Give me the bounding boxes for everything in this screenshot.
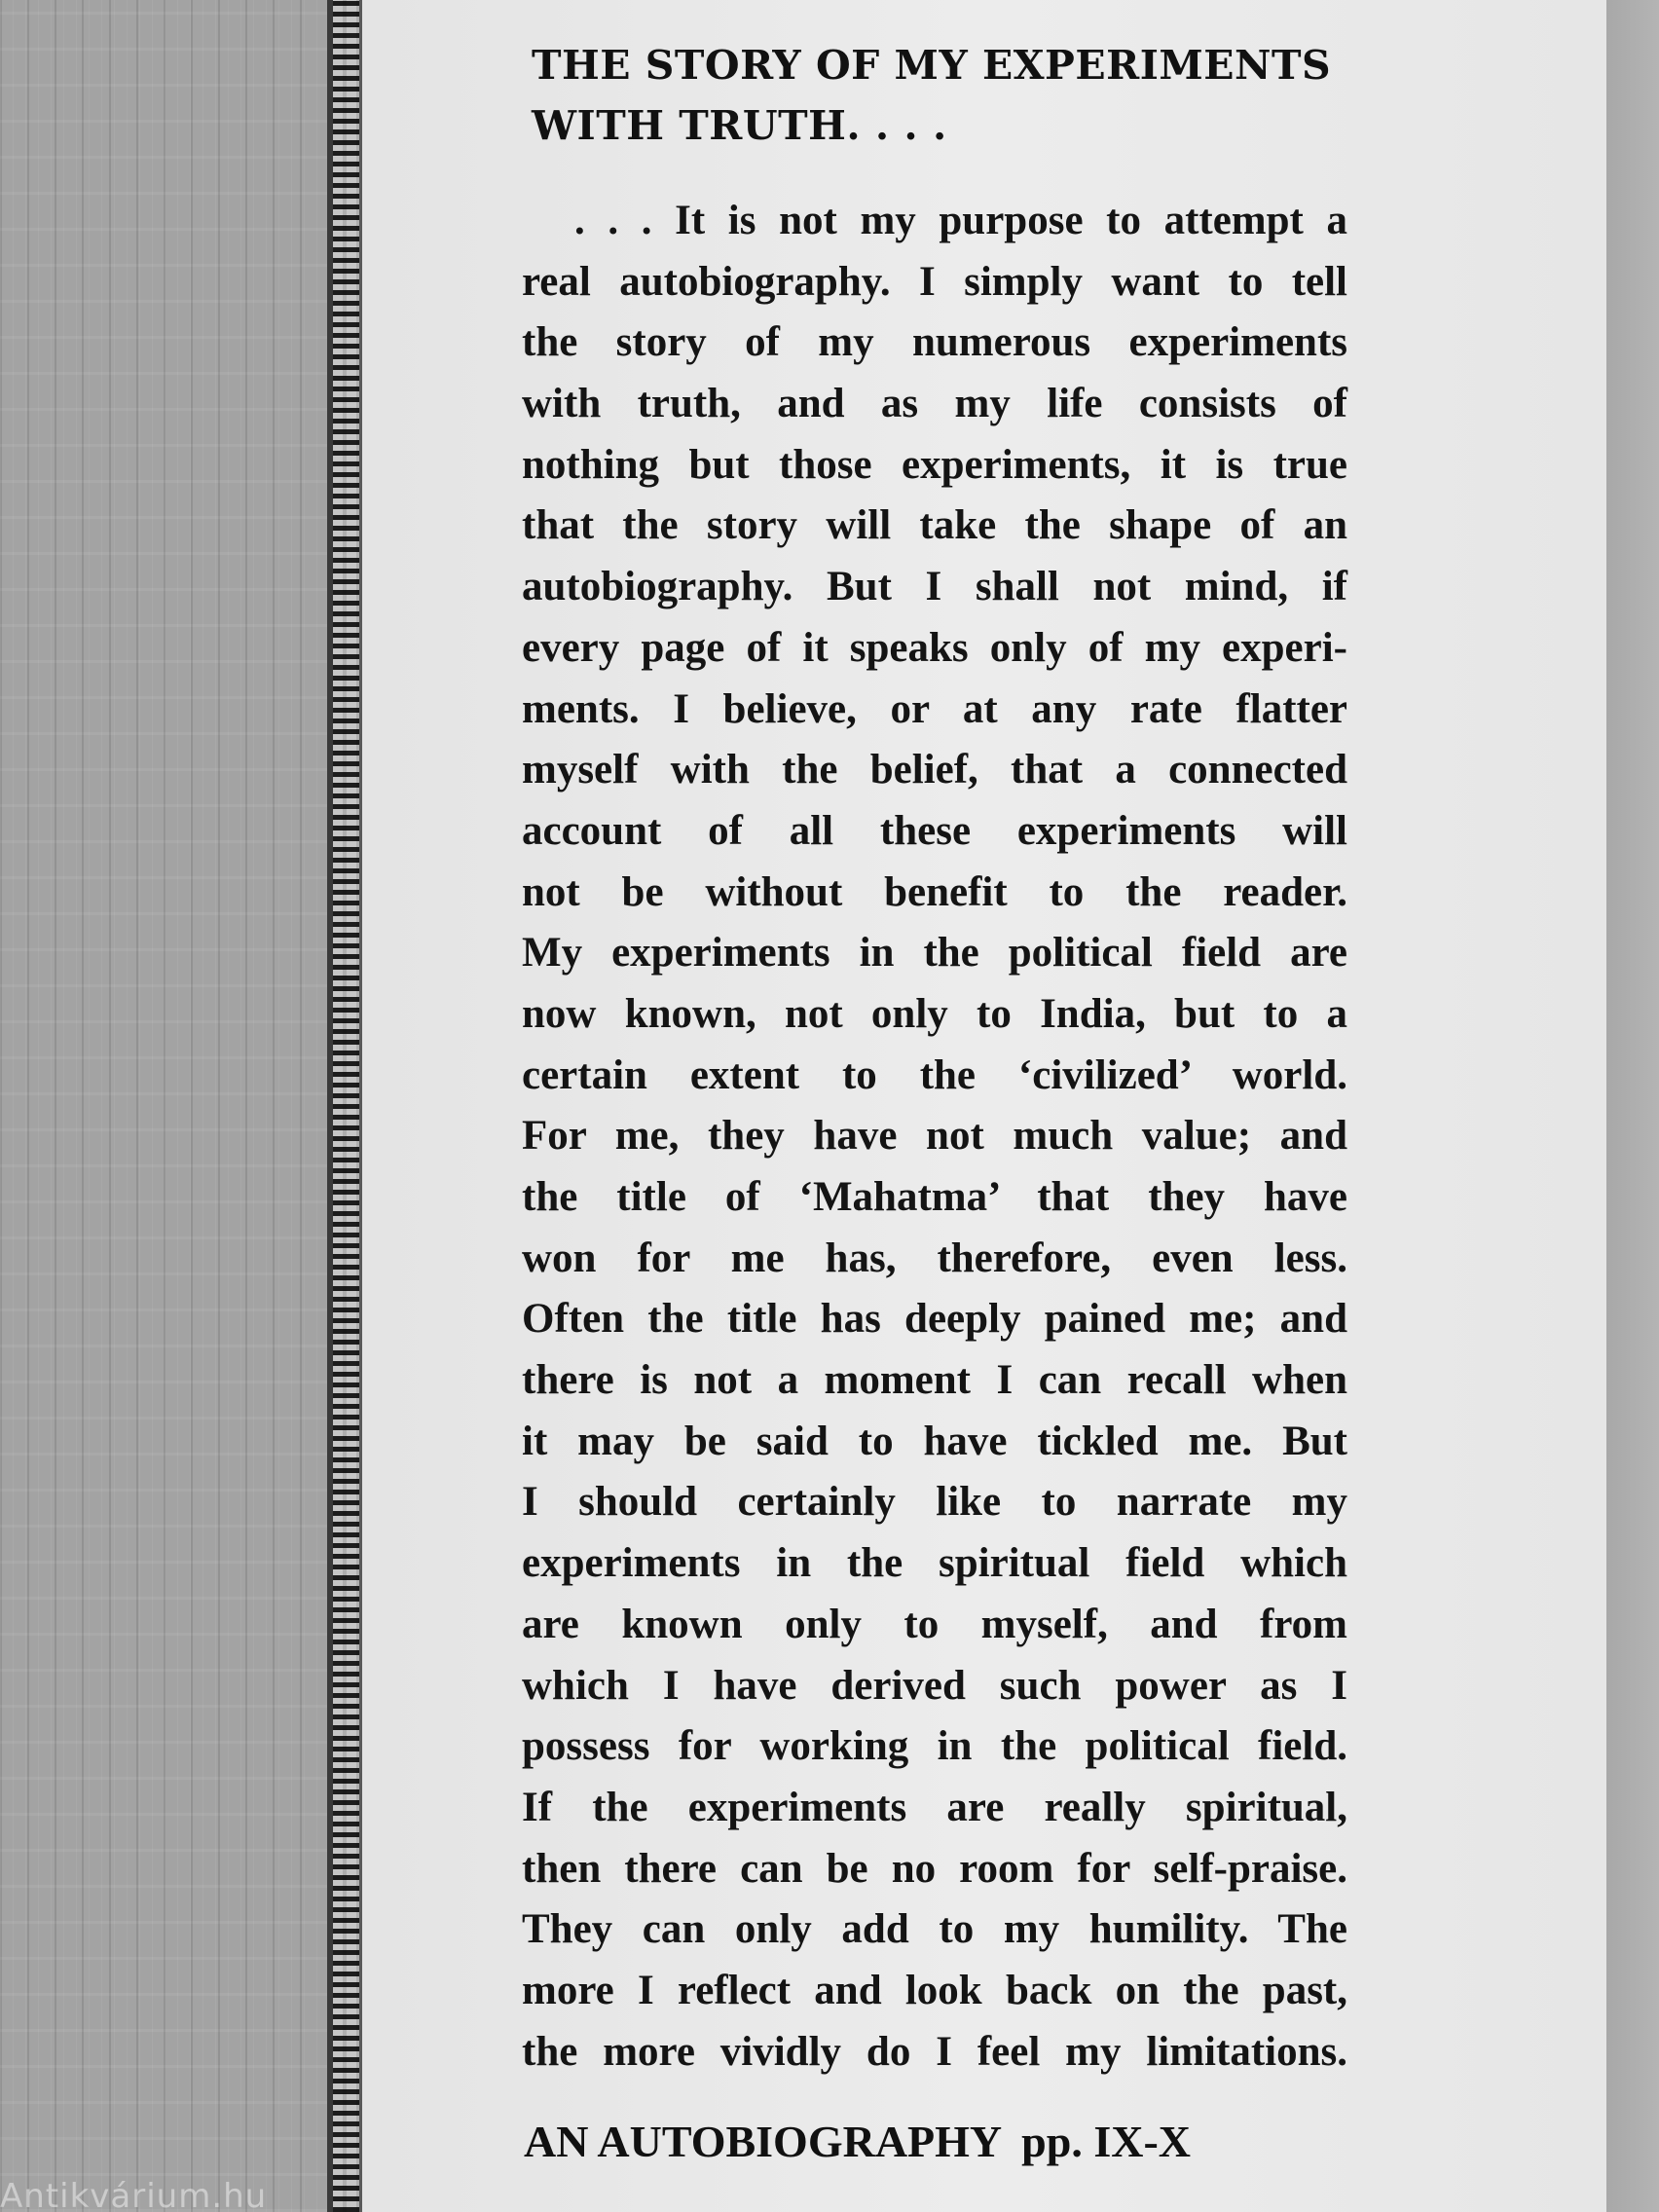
body-line: account of all these experiments will <box>522 807 1347 854</box>
textured-cloth-background <box>0 0 327 2212</box>
body-line: the title of ‘Mahatma’ that they have <box>522 1174 1347 1220</box>
body-line: My experiments in the political field are <box>522 930 1347 977</box>
body-line: I should certainly like to narrate my <box>522 1479 1347 1526</box>
body-line: They can only add to my humility. The <box>522 1906 1347 1953</box>
body-line: Often the title has deeply pained me; and <box>522 1296 1347 1343</box>
body-line: are known only to myself, and from <box>522 1601 1347 1647</box>
body-line: more I reflect and look back on the past, <box>522 1967 1347 2013</box>
body-line: the more vividly do I feel my limitations. <box>522 2028 1347 2075</box>
body-line: every page of it speaks only of my experi- <box>522 624 1347 671</box>
body-line: real autobiography. I simply want to tell <box>522 258 1347 305</box>
body-line: possess for working in the political field. <box>522 1723 1347 1770</box>
body-line: experiments in the spiritual field which <box>522 1540 1347 1587</box>
body-line: not be without benefit to the reader. <box>522 868 1347 915</box>
body-line: . . . It is not my purpose to attempt a <box>574 198 1347 243</box>
body-line: myself with the belief, that a connected <box>522 747 1347 793</box>
citation-pages: pp. IX-X <box>1021 2117 1191 2166</box>
body-line: with truth, and as my life consists of <box>522 381 1347 427</box>
citation <box>524 2113 1191 2171</box>
body-line: now known, not only to India, but to a <box>522 990 1347 1037</box>
body-line: there is not a moment I can recall when <box>522 1357 1347 1404</box>
body-line: nothing but those experiments, it is true <box>522 441 1347 488</box>
document-heading <box>532 35 1349 156</box>
body-line: autobiography. But I shall not mind, if <box>522 564 1347 610</box>
body-line: won for me has, therefore, even less. <box>522 1235 1347 1281</box>
body-line: For me, they have not much value; and <box>522 1113 1347 1160</box>
page-edge-shadow <box>1606 0 1659 2212</box>
body-line: it may be said to have tickled me. But <box>522 1418 1347 1464</box>
body-line: If the experiments are really spiritual, <box>522 1784 1347 1830</box>
body-line: then there can be no room for self-praise. <box>522 1845 1347 1892</box>
quote-body <box>522 191 1347 2083</box>
heading-line: THE STORY OF MY EXPERIMENTS <box>532 42 1332 89</box>
heading-line: WITH TRUTH. . . . <box>532 102 947 149</box>
citation-title: AN AUTOBIOGRAPHY <box>524 2117 1003 2166</box>
body-line: certain extent to the ‘civilized’ world. <box>522 1051 1347 1098</box>
body-line: that the story will take the shape of an <box>522 502 1347 549</box>
body-line: ments. I believe, or at any rate flatter <box>522 685 1347 732</box>
watermark-text: Antikvárium.hu <box>0 2177 268 2212</box>
body-line: the story of my numerous experiments <box>522 319 1347 366</box>
decorative-border-strip <box>327 0 362 2212</box>
body-line: which I have derived such power as I <box>522 1662 1347 1709</box>
